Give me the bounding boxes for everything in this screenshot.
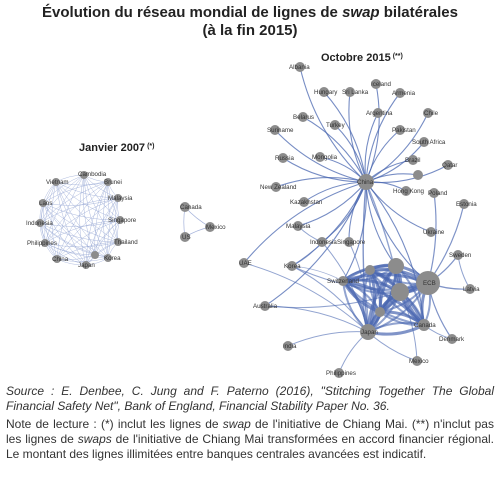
node-oct2015-armenia: [392, 88, 416, 98]
node-label: Albania: [289, 64, 310, 71]
node-label: Mexico: [206, 224, 226, 231]
node-jan2007-cambodia: [78, 171, 107, 179]
node-oct2015-albania: [289, 62, 310, 72]
node-oct2015-latvia: [463, 284, 480, 294]
panel-label-oct2015-text: Octobre 2015: [321, 52, 391, 64]
node-jan2007-brunei: [104, 178, 122, 186]
node-circle: [413, 170, 423, 180]
node-label: Laos: [39, 200, 53, 207]
node-label: Philippines: [326, 370, 356, 377]
node-label: Canada: [414, 322, 436, 329]
node-label: Poland: [428, 190, 448, 197]
node-label: Brazil: [405, 157, 421, 164]
node-label: Iceland: [371, 81, 391, 88]
edges-layer: [40, 67, 470, 373]
node-jan2007-laos: [39, 199, 52, 207]
node-label: Chile: [424, 110, 439, 117]
node-oct2015-denmark: [439, 334, 465, 344]
node-label: Belarus: [293, 114, 314, 121]
note-italic-1: swap: [222, 417, 251, 431]
node-circle: [388, 258, 404, 274]
node-oct2015-uae2: [239, 258, 252, 268]
panel-label-jan2007-sup: (*): [147, 143, 155, 150]
title-line-1-suffix: bilatérales: [379, 4, 458, 21]
node-oct2015-brazil: [405, 155, 420, 165]
node-oct2015-sweden: [449, 250, 472, 260]
node-oct2015-iceland: [371, 79, 392, 89]
swap-line: [428, 193, 436, 283]
network-diagram: [0, 40, 500, 380]
node-oct2015-srilanka: [342, 87, 369, 97]
node-label: Sri Lanka: [342, 89, 369, 96]
node-circle: [91, 251, 99, 259]
node-label: Japan: [78, 262, 95, 269]
node-oct2015-turkey: [326, 120, 346, 130]
node-label: Cambodia: [78, 171, 107, 178]
node-label: Russia: [275, 155, 294, 162]
node-oct2015-switzerland: [327, 276, 360, 286]
node-oct2015-argentina: [366, 108, 393, 118]
node-label: Turkey: [326, 122, 345, 129]
node-label: Pakistan: [392, 127, 416, 134]
node-label: Argentina: [366, 110, 393, 117]
panel-label-jan2007-text: Janvier 2007: [79, 142, 146, 154]
node-oct2015-chile: [423, 108, 439, 118]
title-line-1-italic: swap: [342, 4, 380, 21]
node-label: Singapore: [108, 217, 137, 224]
node-label: Korea: [284, 263, 301, 270]
node-label: Vietnam: [46, 179, 69, 186]
node-label: Philippines: [27, 240, 57, 247]
node-oct2015-russia: [275, 153, 294, 163]
node-label: Australia: [253, 303, 278, 310]
node-label: Japan: [361, 329, 378, 336]
node-label: South Africa: [412, 139, 446, 146]
node-jan2007-philippines: [27, 239, 57, 247]
node-label: Malaysia: [108, 195, 133, 202]
node-label: Denmark: [439, 336, 465, 343]
node-label: Estonia: [456, 201, 477, 208]
source-note: Source : E. Denbee, C. Jung and F. Paterno (2016), "Stitching Together The Global Financial Safety Net", Bank of England, Financial Stability Paper No. 36.: [6, 384, 494, 413]
node-label: New Zealand: [260, 184, 297, 191]
reading-note: [6, 417, 494, 462]
node-middle-canada: [180, 202, 202, 212]
node-oct2015-qatar: [442, 160, 457, 170]
node-jan2007-indonesia: [26, 219, 53, 227]
node-label: Mexico: [409, 358, 429, 365]
node-oct2015-suriname: [267, 125, 294, 135]
node-oct2015-belarus: [293, 112, 314, 122]
swap-line: [368, 332, 417, 361]
node-oct2015-us: [391, 283, 409, 301]
swap-line: [428, 204, 464, 283]
node-jan2007-korea: [104, 254, 121, 262]
node-label: China: [357, 179, 374, 186]
node-label: Kazakhstan: [290, 199, 323, 206]
node-label: Hungary: [314, 89, 338, 96]
node-middle-mexico: [205, 222, 226, 232]
node-oct2015-norway: [375, 307, 385, 317]
node-circle: [391, 283, 409, 301]
note-part-3: de l'initiative de Chiang Mai transformées en accord financier régional. Le montant des lignes illimitées entre banques centrales avancées est indicatif.: [6, 432, 494, 461]
swap-line: [458, 255, 470, 289]
node-oct2015-kazakhstan: [290, 197, 323, 207]
swap-line: [322, 182, 366, 242]
panel-label-oct2015: [321, 52, 403, 64]
node-oct2015-ukraine: [423, 227, 445, 237]
node-jan2007-japan: [78, 261, 95, 269]
node-oct2015-pakistan: [392, 125, 416, 135]
node-label: Mongolia: [312, 154, 338, 161]
note-italic-2: swaps: [77, 432, 112, 446]
node-oct2015-poland: [428, 188, 448, 198]
node-oct2015-hongkong: [393, 186, 425, 196]
node-label: Sweden: [449, 252, 472, 259]
node-oct2015-singapore: [337, 237, 366, 247]
node-oct2015-uae: [413, 170, 423, 180]
node-oct2015-malaysia: [286, 221, 311, 231]
node-label: US: [182, 234, 191, 241]
node-oct2015-mongolia: [312, 152, 338, 162]
node-oct2015-ext1: [365, 265, 375, 275]
note-part-1: Note de lecture : (*) inclut les lignes de: [6, 417, 223, 431]
node-label: Canada: [180, 204, 202, 211]
node-jan2007-myanmar: [91, 251, 99, 259]
node-oct2015-mexico: [409, 356, 429, 366]
panel-label-oct2015-sup: (**): [392, 53, 403, 60]
node-label: UAE: [239, 260, 252, 267]
node-label: Ukraine: [423, 229, 445, 236]
node-label: Malaysia: [286, 223, 311, 230]
node-label: Suriname: [267, 127, 294, 134]
node-oct2015-philippines: [326, 368, 356, 378]
title-line-1: [0, 4, 500, 22]
node-label: Indonesia: [310, 239, 337, 246]
figure-title: [0, 4, 500, 40]
figure-footer: [6, 384, 494, 462]
node-label: Indonesia: [26, 220, 53, 227]
node-oct2015-australia: [253, 301, 278, 311]
node-label: Korea: [104, 255, 121, 262]
node-label: ECB: [423, 280, 436, 287]
node-oct2015-indonesia: [310, 237, 337, 247]
node-label: Brunei: [104, 179, 122, 186]
node-jan2007-singapore: [108, 216, 137, 224]
panel-label-jan2007: [79, 142, 154, 154]
node-oct2015-estonia: [456, 199, 477, 209]
node-label: Switzerland: [327, 278, 359, 285]
node-jan2007-china: [52, 255, 69, 263]
node-label: Thailand: [114, 239, 138, 246]
node-oct2015-india: [283, 341, 297, 351]
title-line-2: (à la fin 2015): [202, 22, 298, 39]
node-circle: [375, 307, 385, 317]
node-jan2007-thailand: [114, 238, 138, 246]
title-line-1-prefix: Évolution du réseau mondial de lignes de: [42, 4, 343, 21]
node-label: India: [283, 343, 297, 350]
node-oct2015-hungary: [314, 87, 338, 97]
node-label: China: [52, 256, 69, 263]
node-jan2007-malaysia: [108, 194, 133, 202]
node-middle-us: [180, 232, 191, 242]
node-label: Latvia: [463, 286, 480, 293]
note-part-2: de l'initiative de Chiang Mai. (**) n'inclut pas les lignes de: [6, 417, 494, 446]
node-oct2015-korea: [284, 261, 301, 271]
node-circle: [365, 265, 375, 275]
node-label: Hong Kong: [393, 188, 424, 195]
node-jan2007-vietnam: [46, 178, 69, 186]
node-oct2015-southafrica: [412, 137, 446, 147]
node-label: Armenia: [392, 90, 416, 97]
node-label: Qatar: [442, 162, 458, 169]
node-oct2015-uk: [388, 258, 404, 274]
node-oct2015-ecb: [416, 271, 440, 295]
node-label: Singapore: [337, 239, 366, 246]
node-oct2015-newzealand: [260, 182, 297, 192]
